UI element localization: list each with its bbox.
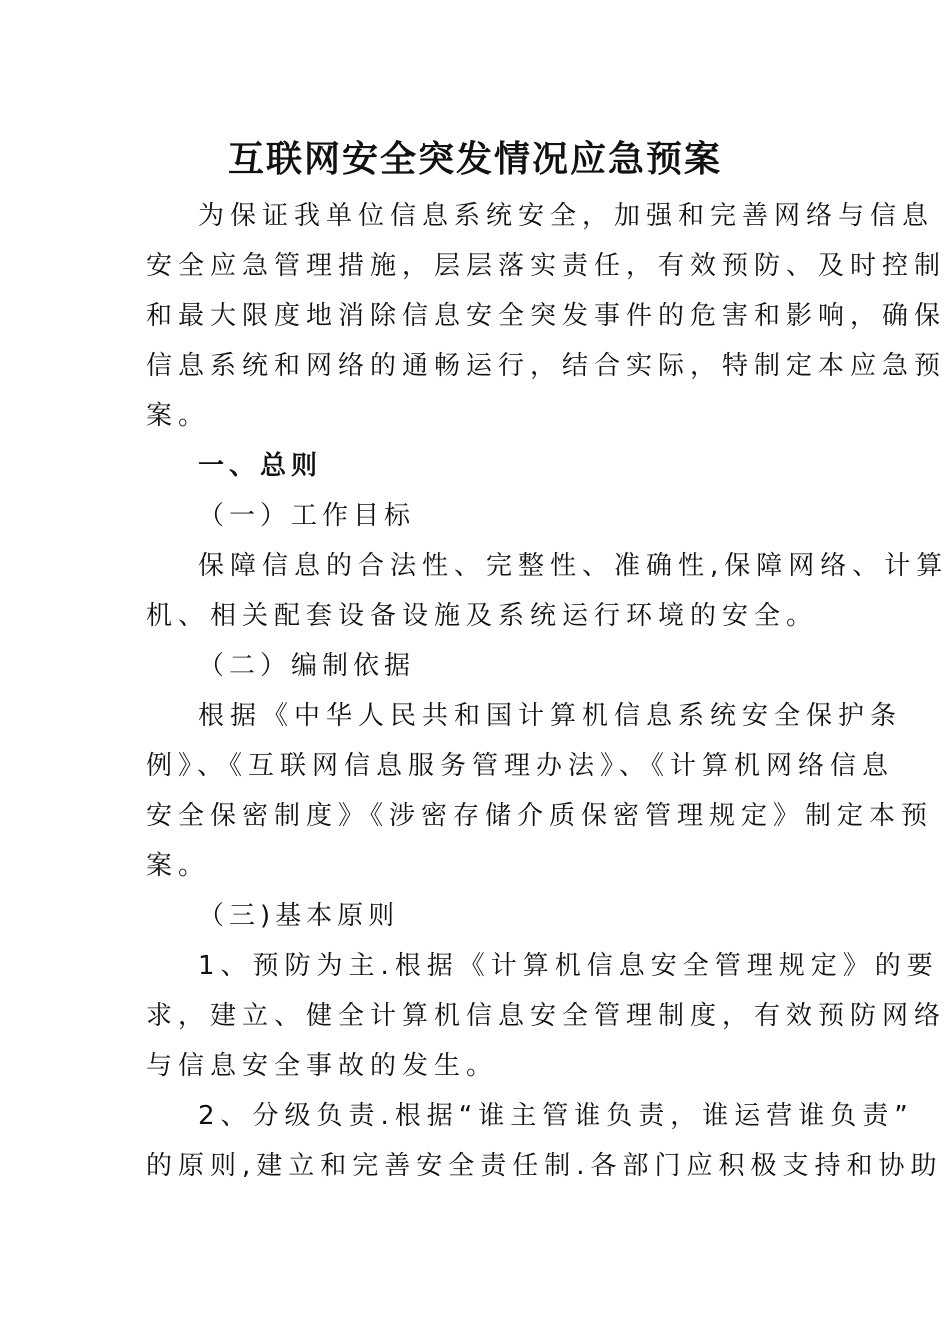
- document-title: 互联网安全突发情况应急预案: [227, 138, 722, 180]
- principle-1-line-2: 求，建立、健全计算机信息安全管理制度，有效预防网络: [146, 1001, 947, 1031]
- section-heading-general: 一、总则: [198, 451, 323, 481]
- goal-line-1: 保障信息的合法性、完整性、准确性,保障网络、计算: [198, 551, 949, 581]
- basis-line-3: 安全保密制度》《涉密存储介质保密管理规定》制定本预: [146, 801, 934, 831]
- basis-line-2: 例》、《互联网信息服务管理办法》、《计算机网络信息: [146, 751, 895, 781]
- intro-line-3: 和最大限度地消除信息安全突发事件的危害和影响，确保: [146, 301, 947, 331]
- intro-line-2: 安全应急管理措施，层层落实责任，有效预防、及时控制: [146, 251, 947, 281]
- intro-line-1: 为保证我单位信息系统安全，加强和完善网络与信息: [198, 201, 935, 231]
- subsection-heading-goal: （一）工作目标: [198, 501, 416, 531]
- subsection-heading-basis: （二）编制依据: [198, 651, 416, 681]
- basis-line-4: 案。: [146, 851, 211, 881]
- intro-line-5: 案。: [146, 401, 211, 431]
- principle-2-line-2: 的原则,建立和完善安全责任制.各部门应积极支持和协助: [146, 1151, 943, 1181]
- goal-line-2: 机、相关配套设备设施及系统运行环境的安全。: [146, 601, 819, 631]
- principle-1-line-1: 1、预防为主.根据《计算机信息安全管理规定》的要: [198, 951, 939, 981]
- principle-2-line-1: 2、分级负责.根据“谁主管谁负责，谁运营谁负责”: [198, 1101, 914, 1131]
- subsection-heading-principles: （三)基本原则: [198, 901, 400, 931]
- principle-1-line-3: 与信息安全事故的发生。: [146, 1051, 499, 1081]
- intro-line-4: 信息系统和网络的通畅运行，结合实际，特制定本应急预: [146, 351, 947, 381]
- basis-line-1: 根据《中华人民共和国计算机信息系统安全保护条: [198, 701, 903, 731]
